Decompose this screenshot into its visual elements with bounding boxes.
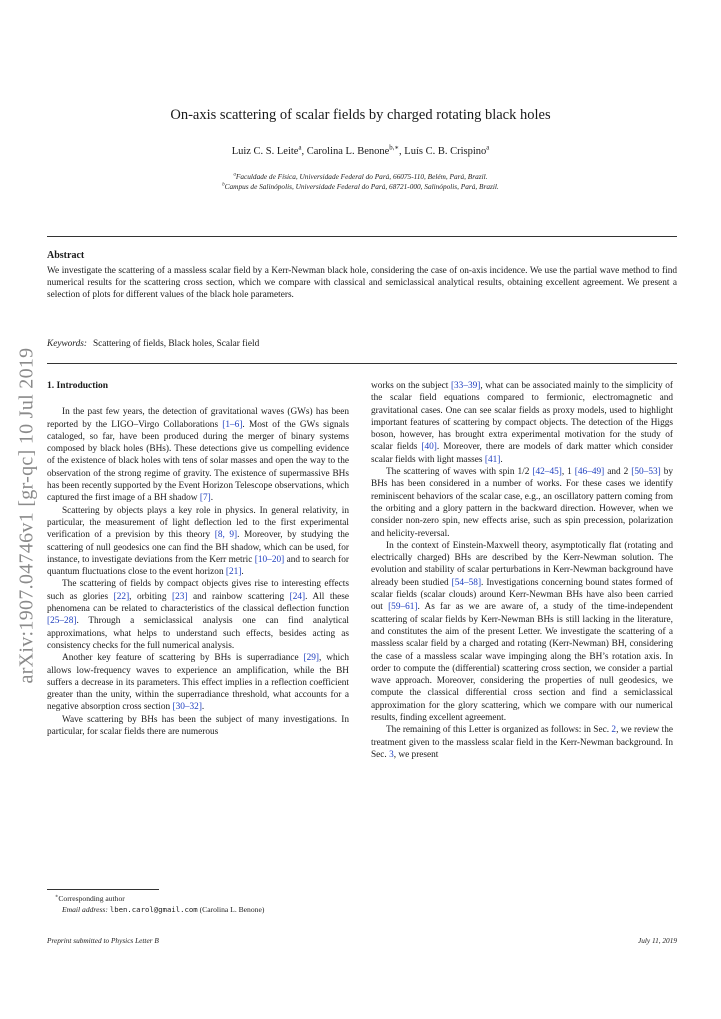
author-name: Luiz C. S. Leite (231, 146, 299, 157)
citation-link[interactable]: [46–49] (574, 467, 605, 478)
abstract-heading: Abstract (47, 250, 85, 261)
footnote-rule (47, 889, 159, 890)
citation-link[interactable]: [59–61] (388, 602, 418, 613)
paragraph: The scattering of waves with spin 1/2 [42–45], 1 [46–49] and 2 [50–53] by BHs has been considered in a number of works. For these cases we identify reminiscent behaviors of the scalar case, e.g., an oscillatory pattern coming from the orbiting and a glory pattern in the backward direction. However, when we consider non-zero spin, new effects arise, such as spin precession, polarization and helicity-reversal. (371, 467, 674, 539)
affiliation-text: Faculdade de Física, Universidade Federal do Pará, 66075-110, Belém, Pará, Brazil. (235, 172, 488, 181)
citation-link[interactable]: [22] (113, 591, 130, 602)
paragraph: works on the subject [33–39], what can be associated mainly to the simplicity of the scalar field equations compared to fermionic, electromagnetic and gravitational cases. One can see scalar fields as proxy models, used to highlight important features of scattering by compact objects. The detection of the Higgs boson, however, has brought extra experimental motivation for the study of scalar fields [40]. Moreover, there are models of dark matter which consider scalar fields with light masses [41]. (371, 381, 673, 465)
arxiv-watermark (6, 330, 48, 700)
keywords-text: Scattering of fields, Black holes, Scalar field (92, 339, 260, 349)
citation-link[interactable]: [8, 9] (214, 530, 238, 541)
paragraph: The scattering of fields by compact objects gives rise to interesting effects such as glories [22], orbiting [23] and rainbow scattering [24]. All these phenomena can be related to characteristics of the classical deflection function [25–28]. Through a semiclassical analysis one can find analytical approximations, what helps to understand such effects, besides acting as consistency checks for the full numerical analysis. (47, 579, 349, 651)
citation-link[interactable]: [10–20] (254, 554, 285, 565)
email-label: Email address: (62, 905, 108, 914)
preprint-date: July 11, 2019 (638, 936, 677, 945)
citation-link[interactable]: [30–32] (172, 702, 202, 713)
affiliation-mark: b (222, 182, 225, 188)
abstract-top-rule (47, 236, 677, 237)
section-link[interactable]: 2 (611, 725, 617, 736)
section-link[interactable]: 3 (389, 749, 394, 760)
citation-link[interactable]: [54–58] (451, 577, 482, 588)
author-name: Carolina L. Benone (306, 146, 390, 157)
author-name: Luís C. B. Crispino (404, 146, 487, 157)
paragraph: In the past few years, the detection of gravitational waves (GWs) has been reported by the LIGO–Virgo Collaborations [1–6]. Most of the GWs signals cataloged, so far, have been produced during the merger of binary systems composed by black holes (BHs). These detections give us compelling evidence of the existence of black holes with tens of solar masses and open the way to the observation of the strong regime of gravity. The existence of supermassive BHs has been recently supported by the Event Horizon Telescope observations, which captured the first image of a BH shadow [7]. (47, 407, 349, 504)
affiliation-text: Campus de Salinópolis, Universidade Federal do Pará, 68721-000, Salinópolis, Pará, Brazil. (224, 182, 499, 191)
affiliation (0, 182, 721, 191)
right-column (371, 380, 673, 761)
citation-link[interactable]: [7] (199, 493, 211, 504)
abstract-bottom-rule (47, 363, 677, 364)
keywords (47, 339, 677, 349)
author-affil-mark: b,∗ (389, 144, 400, 152)
preprint-note: Preprint submitted to Physics Letter B (47, 936, 159, 945)
citation-link[interactable]: [23] (172, 591, 188, 602)
author-list: Luiz C. S. Leite$^a$, Carolina L. Benone$^{b,∗}$, Luís C. B. Crispino$^a$ (231, 144, 490, 157)
citation-link[interactable]: [33–39] (450, 381, 481, 391)
paragraph: Wave scattering by BHs has been the subject of many investigations. In particular, for scalar fields there are numerous (47, 714, 349, 738)
citation-link[interactable]: [1–6] (222, 419, 243, 430)
affiliation-mark: a (233, 172, 236, 178)
citation-link[interactable]: [40] (421, 442, 437, 453)
keywords-label: Keywords: (47, 339, 87, 349)
paragraph: In the context of Einstein-Maxwell theory, asymptotically flat (rotating and electrically charged) BHs are described by the Kerr-Newman solution. The evolution and stability of scalar perturbations in Kerr-Newman background have already been studied [54–58]. Investigations concerning bound states formed of scalar fields (scalar clouds) around Kerr-Newman BHs have also been carried out [59–61]. As far as we are aware of, a study of the time-independent scattering of scalar fields by Kerr-Newman BHs is still lacking in the literature, and constitutes the aim of the present Letter. We investigate the scattering of a massless scalar field by a charged and rotating (Kerr-Newman) BH, considering the case of a massless scalar wave impinging along the BH’s rotation axis. In order to compute the (differential) scattering cross section, we consider a partial wave approach. Moreover, considering the properties of null geodesics, we compute the classical differential cross section and find a semiclassical approximation for the glory scattering, which we compare with our numerical results, finding excellent agreement. (371, 540, 674, 724)
citation-link[interactable]: [41] (484, 454, 501, 465)
citation-link[interactable]: [24] (289, 591, 306, 602)
paragraph: The remaining of this Letter is organized as follows: in Sec. 2, we review the treatment given to the massless scalar field in the Kerr-Newman background. In Sec. 3, we present (371, 725, 673, 760)
citation-link[interactable]: [42–45] (532, 467, 562, 478)
author-affil-mark: a (486, 144, 490, 152)
section-heading: 1. Introduction (47, 381, 109, 391)
email-owner: (Carolina L. Benone) (199, 905, 265, 914)
footnote-text: Corresponding author (58, 894, 125, 903)
citation-link[interactable]: [29] (303, 653, 320, 664)
author-affil-mark: a (298, 144, 302, 152)
affiliation (0, 172, 721, 181)
paragraph: Another key feature of scattering by BHs is superradiance [29], which allows low-frequency waves to experience an amplification, while the BH suffers a decrease in its parameters. This effect implies in a reflection coefficient greater than the unity, within the superradiance threshold, what accounts for a negative absorption cross section [30–32]. (47, 653, 349, 713)
paragraph: Scattering by objects plays a key role in physics. In general relativity, in particular, the measurement of light deflection led to the first experimental verification of a prevision by this theory [8, 9]. Moreover, by studying the scattering of null geodesics one can find the BH shadow, which can be used, for instance, to investigate deviations from the Kerr metric [10–20] and to search for quantum fluctuations close to the event horizon [21]. (47, 505, 350, 578)
paper-title: On-axis scattering of scalar fields by charged rotating black holes (170, 107, 551, 123)
citation-link[interactable]: [50–53] (631, 467, 661, 478)
citation-link[interactable]: [25–28] (47, 616, 77, 627)
arxiv-watermark-text: arXiv:1907.04746v1 [gr-qc] 10 Jul 2019 (15, 347, 38, 683)
left-column (47, 380, 349, 738)
footnote-corresponding: ∗Corresponding author (55, 894, 125, 903)
footnote-email (62, 905, 364, 915)
email-link[interactable]: lben.carol@gmail.com (109, 905, 198, 914)
citation-link[interactable]: [21] (225, 567, 242, 578)
abstract-text: We investigate the scattering of a massless scalar field by a Kerr-Newman black hole, considering the case of on-axis incidence. We use the partial wave method to find numerical results for the scattering cross section, which we compare with classical and semiclassical analytical results, obtaining excellent agreement. We present a selection of plots for different values of the black hole parameters. (47, 266, 677, 301)
